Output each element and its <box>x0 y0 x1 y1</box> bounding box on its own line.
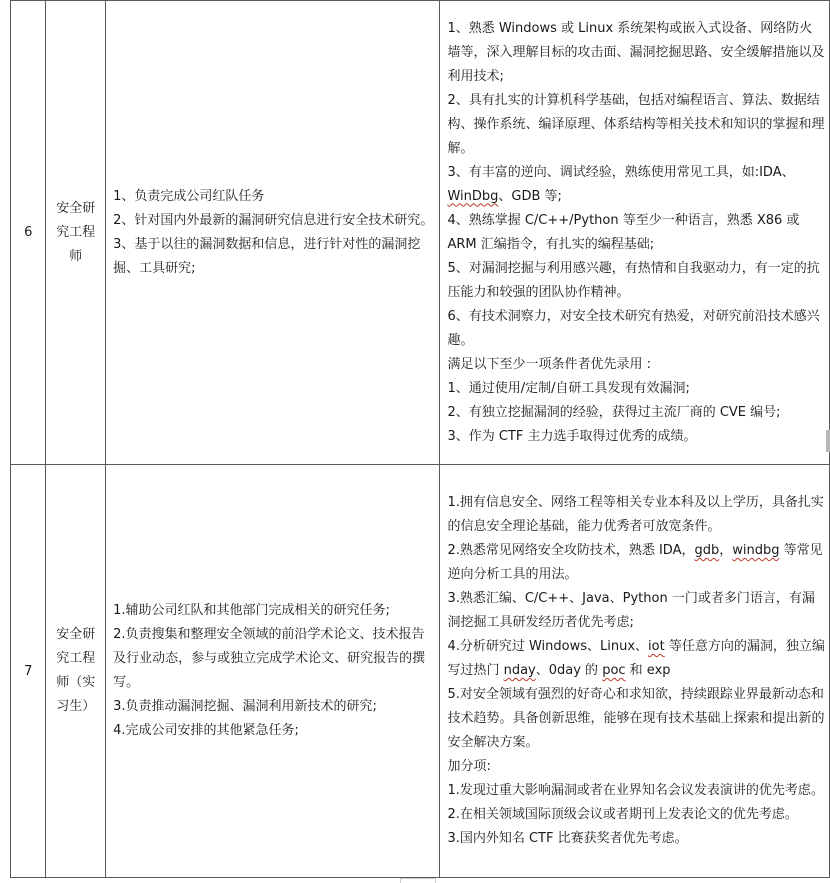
requirement-item: 4.分析研究过 Windows、Linux、iot 等任意方向的漏洞，独立编写过热门 nday、0day 的 poc 和 exp <box>447 639 825 678</box>
row-number: 6 <box>11 1 46 465</box>
duty-item: 3、基于以往的漏洞数据和信息，进行针对性的漏洞挖掘、工具研究; <box>113 236 421 276</box>
duty-item: 1.辅助公司红队和其他部门完成相关的研究任务; <box>113 603 390 618</box>
requirement-item: 1.拥有信息安全、网络工程等相关专业本科及以上学历，具备扎实的信息安全理论基础，能力优秀者可放宽条件。 <box>447 495 824 534</box>
requirement-item: 5.对安全领域有强烈的好奇心和求知欲，持续跟踪业界最新动态和技术趋势。具备创新思维，能够在现有技术基础上探索和提出新的安全解决方案。 <box>447 687 825 750</box>
requirement-item: 6、有技术洞察力，对安全技术研究有热爱，对研究前沿技术感兴趣。 <box>447 308 820 348</box>
table-row <box>11 465 830 878</box>
requirement-item: 2、有独立挖掘漏洞的经验，获得过主流厂商的 CVE 编号; <box>447 404 781 420</box>
requirement-item: 5、对漏洞挖掘与利用感兴趣，有热情和自我驱动力，有一定的抗压能力和较强的团队协作精神。 <box>447 260 820 300</box>
duty-item: 2、针对国内外最新的漏洞研究信息进行安全技术研究。 <box>113 212 434 228</box>
job-title: 安全研究工程师（实习生） <box>56 627 96 714</box>
duty-item: 4.完成公司安排的其他紧急任务; <box>113 723 299 738</box>
requirements-cell <box>440 1 830 465</box>
requirement-item: 2.熟悉常见网络安全攻防技术，熟悉 IDA，gdb，windbg 等常见逆向分析工具的用法。 <box>447 543 823 582</box>
job-title: 安全研究工程师 <box>56 200 96 264</box>
row-number: 7 <box>11 465 46 878</box>
duty-item: 3.负责推动漏洞挖掘、漏洞利用新技术的研究; <box>113 699 377 714</box>
job-title-cell <box>46 1 106 465</box>
preference-heading: 满足以下至少一项条件者优先录用 : <box>447 356 651 372</box>
requirement-item: 2.在相关领域国际顶级会议或者期刊上发表论文的优先考虑。 <box>447 807 798 822</box>
requirement-item: 3.熟悉汇编、C/C++、Java、Python 一门或者多门语言，有漏洞挖掘工具研发经历者优先考虑; <box>447 591 815 630</box>
duty-item: 2.负责搜集和整理安全领域的前沿学术论文、技术报告及行业动态，参与或独立完成学术论文、研究报告的撰写。 <box>113 627 426 690</box>
requirements-cell <box>440 465 830 878</box>
duties-cell <box>106 465 440 878</box>
requirement-item: 3、有丰富的逆向、调试经验，熟练使用常见工具，如:IDA、WinDbg、GDB 等; <box>447 164 795 204</box>
scrollbar-thumb <box>826 430 830 452</box>
duty-item: 1、负责完成公司红队任务 <box>113 188 265 204</box>
requirement-item: 1、熟悉 Windows 或 Linux 系统架构或嵌入式设备、网络防火墙等，深入理解目标的攻击面、漏洞挖掘思路、安全缓解措施以及利用技术; <box>447 20 825 84</box>
bonus-heading: 加分项: <box>447 759 491 774</box>
table-row <box>11 1 830 465</box>
job-title-cell <box>46 465 106 878</box>
requirement-item: 3、作为 CTF 主力选手取得过优秀的成绩。 <box>447 428 697 444</box>
duties-cell <box>106 1 440 465</box>
requirement-item: 3.国内外知名 CTF 比赛获奖者优先考虑。 <box>447 831 688 846</box>
requirement-item: 1.发现过重大影响漏洞或者在业界知名会议发表演讲的优先考虑。 <box>447 783 824 798</box>
requirement-item: 2、具有扎实的计算机科学基础，包括对编程语言、算法、数据结构、操作系统、编译原理、体系结构等相关技术和知识的掌握和理解。 <box>447 92 825 156</box>
page-edge-marker <box>400 878 436 883</box>
job-requirements-table <box>10 0 830 878</box>
requirement-item: 1、通过使用/定制/自研工具发现有效漏洞; <box>447 380 690 396</box>
requirement-item: 4、熟练掌握 C/C++/Python 等至少一种语言，熟悉 X86 或 ARM 汇编指令，有扎实的编程基础; <box>447 212 800 252</box>
